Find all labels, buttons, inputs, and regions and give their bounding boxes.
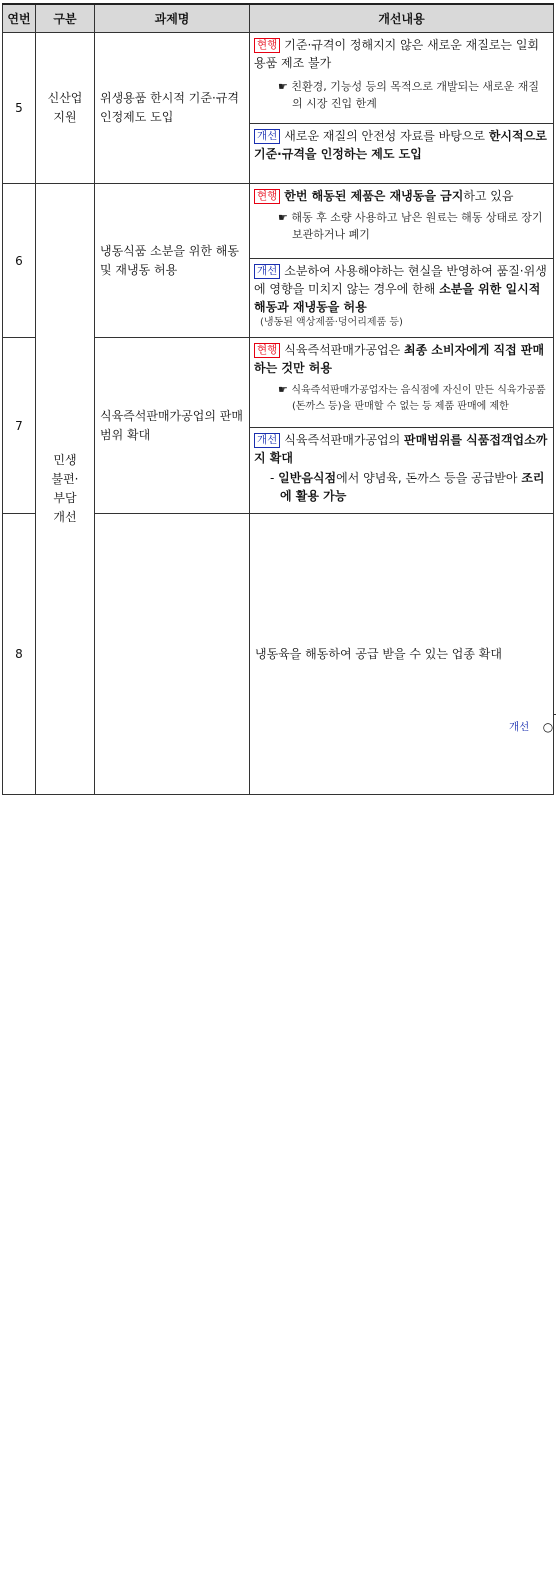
improved-badge: 개선 [254, 433, 280, 448]
improved-bold: 소분을 위한 일시적 해동과 재냉동을 허용 [254, 282, 541, 314]
content-cell [250, 33, 554, 184]
header-no: 연번 [3, 4, 36, 33]
current-sub [276, 382, 549, 415]
improved-sub-bold2: 조리에 활용 가능 [280, 471, 545, 503]
improved-bold: 판매범위를 식품접객업소까지 확대 [254, 433, 548, 465]
task-name: 냉동식품 소분을 위한 해동 및 재냉동 허용 [95, 184, 250, 338]
pointing-hand-icon: ☛ [278, 211, 292, 224]
improved-text: 새로운 재질의 안전성 자료를 바탕으로 [284, 129, 489, 143]
category-label: 민생 불편· 부담 개선 [51, 453, 79, 524]
current-text: 기준·규격이 정해지지 않은 새로운 재질로는 일회용품 제조 불가 [254, 38, 540, 70]
current-sub [276, 78, 549, 112]
row-number: 7 [3, 338, 36, 514]
regulation-table [2, 3, 554, 795]
current-sub-text: 해동 후 소량 사용하고 남은 원료는 해동 상태로 장기 보관하거나 폐기 [291, 211, 543, 241]
current-sub-text: 식육즉석판매가공업자는 음식점에 자신이 만든 식육가공품(돈까스 등)을 판매할 수 없는 등 제품 판매에 제한 [291, 385, 546, 412]
improved-bold: 한시적으로 기준·규격을 인정하는 제도 도입 [254, 129, 547, 161]
task-name: 냉동육을 해동하여 공급 받을 수 있는 업종 확대 [250, 514, 554, 795]
header-task: 과제명 [95, 4, 250, 33]
improved-text: 소분하여 사용해야하는 현실을 반영하여 품질·위생에 영향을 미치지 않는 경우에 한해 [254, 264, 547, 296]
current-text: 식육즉석판매가공업은 [284, 343, 405, 357]
row-number: 6 [3, 184, 36, 338]
header-category: 구분 [36, 4, 95, 33]
improved-badge: 개선 [254, 129, 280, 144]
task-name: 식육즉석판매가공업의 판매범위 확대 [95, 338, 250, 514]
pointing-hand-icon: ☛ [278, 383, 292, 396]
current-sub-text: 친환경, 기능성 등의 목적으로 개발되는 새로운 재질의 시장 진입 한계 [291, 80, 539, 110]
current-sub [276, 209, 549, 243]
improved-badge: 개선 [254, 264, 280, 279]
task-name: 위생용품 한시적 기준·규격 인정제도 도입 [95, 33, 250, 184]
current-block [250, 33, 553, 123]
content-cell [250, 338, 554, 514]
row-number: 8 [3, 514, 36, 795]
pointing-hand-icon: ☛ [278, 80, 292, 93]
row-category [36, 184, 95, 795]
improved-text: 식육즉석판매가공업의 [284, 433, 405, 447]
table-header-row [3, 4, 554, 33]
improved-block [250, 258, 553, 337]
improved-note: (냉동된 액상제품·덩어리제품 등) [260, 317, 403, 328]
table-row [3, 184, 554, 338]
improved-block [250, 427, 553, 513]
table-row [3, 33, 554, 184]
improved-block [250, 123, 553, 183]
current-text: 하고 있음 [463, 189, 514, 203]
current-bold: 한번 해동된 제품은 재냉동을 금지 [284, 189, 464, 203]
improved-block: 개선 ○ [554, 714, 556, 794]
row-category-empty [95, 514, 250, 795]
current-badge: 현행 [254, 343, 280, 358]
content-cell [250, 184, 554, 338]
row-category [36, 33, 95, 184]
current-badge: 현행 [254, 38, 280, 53]
current-block [250, 338, 553, 427]
current-badge: 현행 [254, 189, 280, 204]
improved-sub-bold: 일반음식점 [278, 471, 337, 485]
header-content: 개선내용 [250, 4, 554, 33]
category-label: 신산업 지원 [47, 91, 83, 124]
improved-sub-text: 에서 양념육, 돈까스 등을 공급받아 [336, 471, 522, 485]
row-number: 5 [3, 33, 36, 184]
current-bold: 최종 소비자에게 직접 판매하는 것만 허용 [254, 343, 545, 375]
current-block [250, 184, 553, 258]
improved-sub: - 일반음식점에서 양념육, 돈까스 등을 공급받아 조리에 활용 가능 [270, 471, 545, 503]
